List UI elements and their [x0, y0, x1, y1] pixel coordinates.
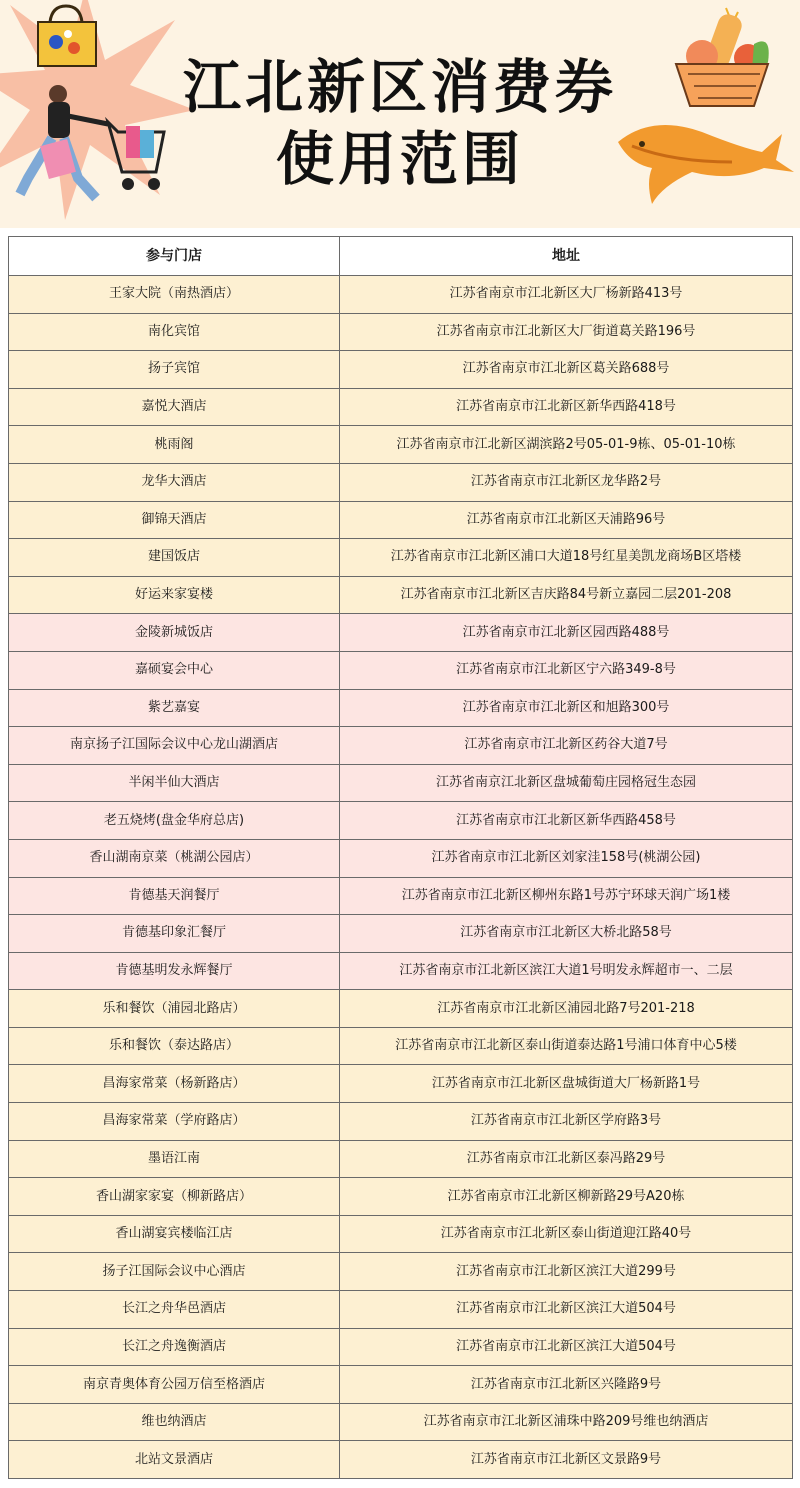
whale-illustration: [612, 112, 796, 212]
store-name-cell: 嘉硕宴会中心: [9, 651, 340, 689]
table-row: [9, 463, 793, 501]
store-name-cell: 王家大院（南热酒店）: [9, 276, 340, 314]
address-cell: 江苏省南京市江北新区柳新路29号A20栋: [340, 1178, 793, 1216]
store-name-cell: 维也纳酒店: [9, 1403, 340, 1441]
store-name-cell: 南京扬子江国际会议中心龙山湖酒店: [9, 727, 340, 765]
address-cell: 江苏省南京市江北新区和旭路300号: [340, 689, 793, 727]
store-name-cell: 长江之舟华邑酒店: [9, 1291, 340, 1329]
address-cell: 江苏省南京市江北新区大厂街道葛关路196号: [340, 313, 793, 351]
store-name-cell: 金陵新城饭店: [9, 614, 340, 652]
table-row: [9, 915, 793, 953]
store-name-cell: 长江之舟逸衡酒店: [9, 1328, 340, 1366]
table-row: [9, 952, 793, 990]
table-row: [9, 727, 793, 765]
header-banner: [0, 0, 800, 228]
table-row: [9, 351, 793, 389]
table-row: [9, 651, 793, 689]
table-row: [9, 1215, 793, 1253]
address-cell: 江苏省南京市江北新区宁六路349-8号: [340, 651, 793, 689]
title-line-1: 江北新区消费券: [182, 53, 617, 121]
table-row: [9, 1291, 793, 1329]
table-row: [9, 1065, 793, 1103]
title-line-2: 使用范围: [275, 125, 524, 193]
address-cell: 江苏省南京市江北新区文景路9号: [340, 1441, 793, 1479]
address-cell: 江苏省南京市江北新区浦珠中路209号维也纳酒店: [340, 1403, 793, 1441]
table-row: [9, 388, 793, 426]
address-cell: 江苏省南京市江北新区浦口大道18号红星美凯龙商场B区塔楼: [340, 539, 793, 577]
table-row: [9, 1178, 793, 1216]
table-row: [9, 877, 793, 915]
store-name-cell: 肯德基印象汇餐厅: [9, 915, 340, 953]
address-cell: 江苏省南京市江北新区学府路3号: [340, 1103, 793, 1141]
address-cell: 江苏省南京市江北新区新华西路458号: [340, 802, 793, 840]
address-cell: 江苏省南京市江北新区龙华路2号: [340, 463, 793, 501]
store-name-cell: 桃雨阁: [9, 426, 340, 464]
store-name-cell: 扬子宾馆: [9, 351, 340, 389]
table-row: [9, 1403, 793, 1441]
store-name-cell: 好运来家宴楼: [9, 576, 340, 614]
store-name-cell: 肯德基明发永辉餐厅: [9, 952, 340, 990]
store-name-cell: 北站文景酒店: [9, 1441, 340, 1479]
table-row: [9, 1366, 793, 1404]
store-name-cell: 扬子江国际会议中心酒店: [9, 1253, 340, 1291]
table-row: [9, 1103, 793, 1141]
address-cell: 江苏省南京市江北新区滨江大道299号: [340, 1253, 793, 1291]
store-name-cell: 紫艺嘉宴: [9, 689, 340, 727]
store-name-cell: 乐和餐饮（泰达路店）: [9, 1027, 340, 1065]
store-name-cell: 乐和餐饮（浦园北路店）: [9, 990, 340, 1028]
table-row: [9, 1441, 793, 1479]
table-row: [9, 1027, 793, 1065]
store-table-container: [8, 236, 792, 1479]
address-cell: 江苏省南京市江北新区葛关路688号: [340, 351, 793, 389]
store-name-cell: 南化宾馆: [9, 313, 340, 351]
address-cell: 江苏省南京市江北新区药谷大道7号: [340, 727, 793, 765]
address-cell: 江苏省南京市江北新区滨江大道504号: [340, 1328, 793, 1366]
address-cell: 江苏省南京市江北新区兴隆路9号: [340, 1366, 793, 1404]
address-cell: 江苏省南京市江北新区大厂杨新路413号: [340, 276, 793, 314]
table-row: [9, 614, 793, 652]
table-row: [9, 576, 793, 614]
header-store: 参与门店: [9, 237, 340, 276]
table-row: [9, 426, 793, 464]
store-name-cell: 香山湖家家宴（柳新路店）: [9, 1178, 340, 1216]
table-row: [9, 990, 793, 1028]
table-row: [9, 802, 793, 840]
address-cell: 江苏省南京市江北新区吉庆路84号新立嘉园二层201-208: [340, 576, 793, 614]
address-cell: 江苏省南京市江北新区泰冯路29号: [340, 1140, 793, 1178]
address-cell: 江苏省南京市江北新区园西路488号: [340, 614, 793, 652]
address-cell: 江苏省南京市江北新区刘家洼158号(桃湖公园): [340, 839, 793, 877]
table-header-row: [9, 237, 793, 276]
table-body: [9, 276, 793, 1479]
table-row: [9, 276, 793, 314]
store-name-cell: 香山湖宴宾楼临江店: [9, 1215, 340, 1253]
address-cell: 江苏省南京市江北新区大桥北路58号: [340, 915, 793, 953]
table-row: [9, 1328, 793, 1366]
store-name-cell: 南京青奥体育公园万信至格酒店: [9, 1366, 340, 1404]
store-name-cell: 墨语江南: [9, 1140, 340, 1178]
store-name-cell: 昌海家常菜（杨新路店）: [9, 1065, 340, 1103]
store-name-cell: 御锦天酒店: [9, 501, 340, 539]
table-row: [9, 839, 793, 877]
table-row: [9, 1140, 793, 1178]
store-name-cell: 老五烧烤(盘金华府总店): [9, 802, 340, 840]
table-row: [9, 764, 793, 802]
address-cell: 江苏省南京市江北新区柳州东路1号苏宁环球天润广场1楼: [340, 877, 793, 915]
bread-basket-illustration: [668, 4, 778, 110]
header-address: 地址: [340, 237, 793, 276]
address-cell: 江苏省南京市江北新区浦园北路7号201-218: [340, 990, 793, 1028]
store-table: [8, 236, 793, 1479]
store-name-cell: 建国饭店: [9, 539, 340, 577]
address-cell: 江苏省南京市江北新区湖滨路2号05-01-9栋、05-01-10栋: [340, 426, 793, 464]
store-name-cell: 半闲半仙大酒店: [9, 764, 340, 802]
table-row: [9, 1253, 793, 1291]
table-row: [9, 313, 793, 351]
store-name-cell: 昌海家常菜（学府路店）: [9, 1103, 340, 1141]
store-name-cell: 肯德基天润餐厅: [9, 877, 340, 915]
address-cell: 江苏省南京市江北新区滨江大道1号明发永辉超市一、二层: [340, 952, 793, 990]
table-row: [9, 501, 793, 539]
table-row: [9, 539, 793, 577]
address-cell: 江苏省南京市江北新区新华西路418号: [340, 388, 793, 426]
address-cell: 江苏省南京市江北新区泰山街道迎江路40号: [340, 1215, 793, 1253]
address-cell: 江苏省南京市江北新区盘城街道大厂杨新路1号: [340, 1065, 793, 1103]
address-cell: 江苏省南京江北新区盘城葡萄庄园格冠生态园: [340, 764, 793, 802]
store-name-cell: 龙华大酒店: [9, 463, 340, 501]
store-name-cell: 嘉悦大酒店: [9, 388, 340, 426]
store-name-cell: 香山湖南京菜（桃湖公园店）: [9, 839, 340, 877]
address-cell: 江苏省南京市江北新区泰山街道泰达路1号浦口体育中心5楼: [340, 1027, 793, 1065]
address-cell: 江苏省南京市江北新区滨江大道504号: [340, 1291, 793, 1329]
address-cell: 江苏省南京市江北新区天浦路96号: [340, 501, 793, 539]
table-row: [9, 689, 793, 727]
